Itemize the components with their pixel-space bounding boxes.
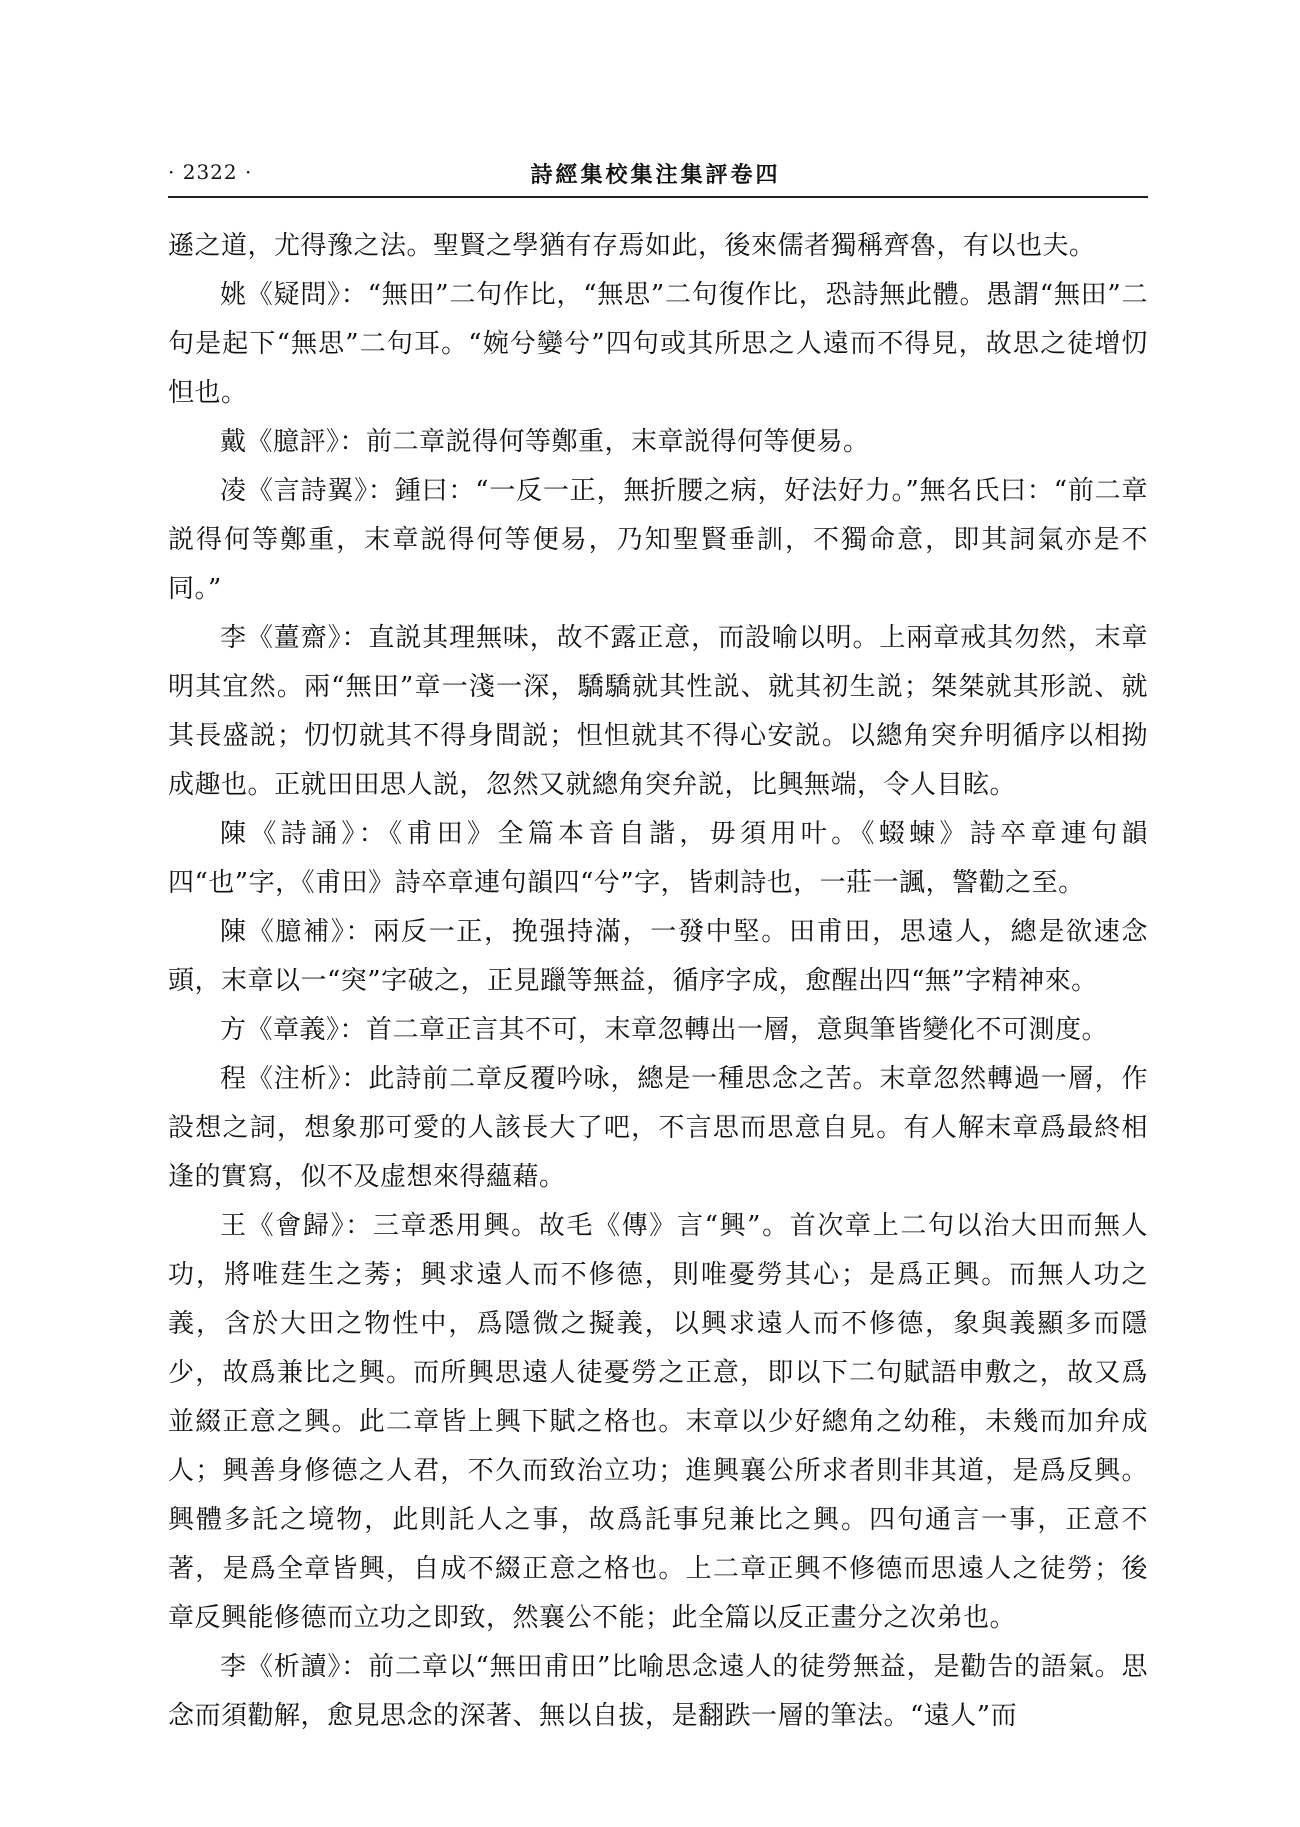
paragraph: 李《薑齋》：直説其理無味，故不露正意，而設喻以明。上兩章戒其勿然，末章明其宜然。兩“無田”章一淺一深，驕驕就其性説、就其初生説；桀桀就其形説、就其長盛説；忉忉就其不得身間説；怛怛就其不得心安説。以總角突弁明循序以相拗成趣也。正就田田思人説，忽然又就總角突弁説，比興無端，令人目眩。 (168, 623, 1148, 800)
page-number: · 2322 · (168, 160, 253, 184)
paragraph: 王《會歸》：三章悉用興。故毛《傳》言“興”。首次章上二句以治大田而無人功，將唯莛生之莠；興求遠人而不修德，則唯憂勞其心；是爲正興。而無人功之義，含於大田之物性中，爲隱微之擬義，以興求遠人而不修德，象與義顯多而隱少，故爲兼比之興。而所興思遠人徒憂勞之正意，即以下二句賦語申敷之，故又爲並綴正意之興。此二章皆上興下賦之格也。末章以少好總角之幼稚，未幾而加弁成人；興善身修德之人君，不久而致治立功；進興襄公所求者則非其道，是爲反興。興體多託之境物，此則託人之事，故爲託事兒兼比之興。四句通言一事，正意不著，是爲全章皆興，自成不綴正意之格也。上二章正興不修德而思遠人之徒勞；後章反興能修德而立功之即致，然襄公不能；此全篇以反正畫分之次弟也。 (168, 1211, 1148, 1633)
paragraph: 陳《臆補》：兩反一正，挽强持滿，一發中堅。田甫田，思遠人，總是欲速念頭，末章以一“突”字破之，正見躐等無益，循序字成，愈醒出四“無”字精神來。 (168, 917, 1148, 996)
body-text (168, 222, 1148, 1741)
running-title: 詩經集校集注集評卷四 (530, 162, 781, 188)
header-rule (168, 196, 1148, 198)
paragraph: 戴《臆評》：前二章説得何等鄭重，末章説得何等便易。 (220, 427, 870, 457)
paragraph: 方《章義》：首二章正言其不可，末章忽轉出一層，意與筆皆變化不可測度。 (220, 1015, 1109, 1045)
paragraph: 陳《詩誦》：《甫田》全篇本音自諧，毋須用叶。《蝃蝀》詩卒章連句韻四“也”字，《甫田》詩卒章連句韻四“兮”字，皆刺詩也，一莊一諷，警勸之至。 (168, 819, 1148, 898)
page-header (168, 150, 1143, 190)
paragraph: 凌《言詩翼》：鍾曰：“一反一正，無折腰之病，好法好力。”無名氏曰：“前二章説得何等鄭重，末章説得何等便易，乃知聖賢垂訓，不獨命意，即其詞氣亦是不同。” (168, 476, 1148, 604)
paragraph: 李《析讀》：前二章以“無田甫田”比喻思念遠人的徒勞無益，是勸告的語氣。思念而須勸解，愈見思念的深著、無以自拔，是翻跌一層的筆法。“遠人”而 (168, 1652, 1148, 1731)
paragraph: 遜之道，尤得豫之法。聖賢之學猶有存焉如此，後來儒者獨稱齊魯，有以也夫。 (168, 231, 1096, 261)
paragraph: 程《注析》：此詩前二章反覆吟咏，總是一種思念之苦。末章忽然轉過一層，作設想之詞，想象那可愛的人該長大了吧，不言思而思意自見。有人解末章爲最終相逢的實寫，似不及虚想來得蘊藉。 (168, 1064, 1148, 1192)
paragraph: 姚《疑問》：“無田”二句作比，“無思”二句復作比，恐詩無此體。愚謂“無田”二句是起下“無思”二句耳。“婉兮孌兮”四句或其所思之人遠而不得見，故思之徒增忉怛也。 (168, 280, 1148, 408)
